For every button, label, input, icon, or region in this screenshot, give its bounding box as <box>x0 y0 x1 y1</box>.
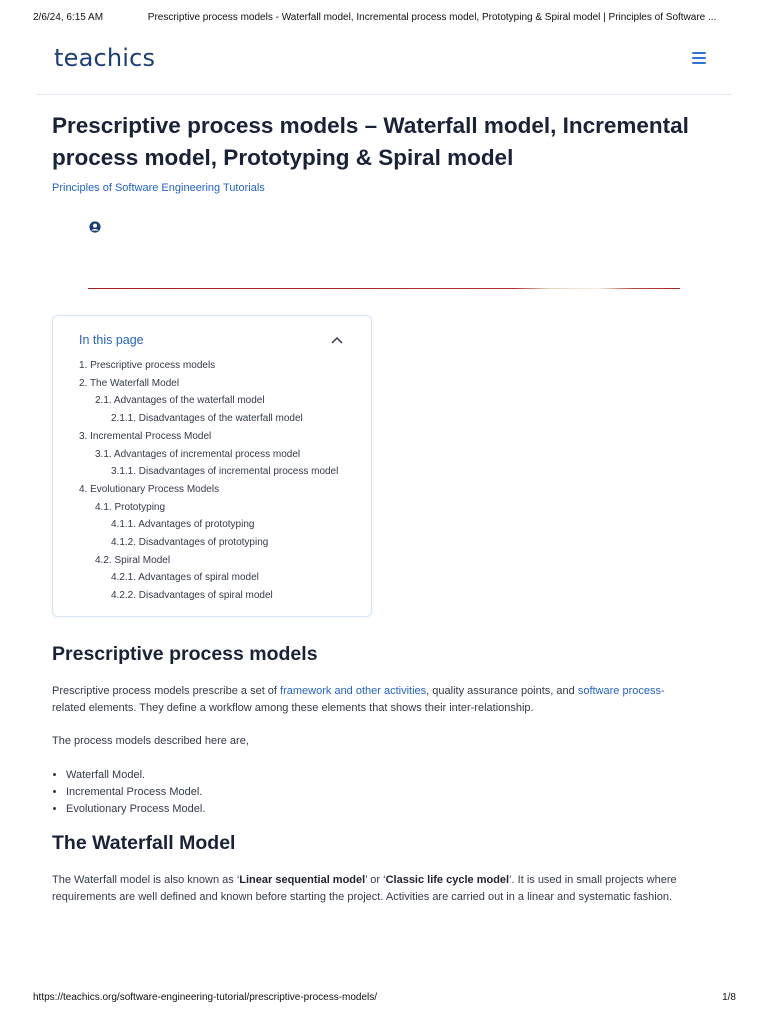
section-heading-waterfall: The Waterfall Model <box>52 832 236 854</box>
paragraph-text: -related elements. They define a workflow among these elements that shows their inter-relationship. <box>52 685 665 714</box>
author-avatar-icon[interactable] <box>89 221 101 233</box>
toc-item[interactable]: 3. Incremental Process Model <box>79 430 212 442</box>
process-models-list <box>52 767 205 819</box>
list-item: • Evolutionary Process Model. <box>66 801 205 818</box>
section-heading-prescriptive: Prescriptive process models <box>52 643 318 665</box>
toc-heading[interactable]: In this page <box>79 333 144 347</box>
toc-item[interactable]: 2. The Waterfall Model <box>79 377 180 389</box>
paragraph-text: The Waterfall model is also known as ‘ <box>52 874 240 886</box>
section-paragraph: The process models described here are, <box>52 735 249 747</box>
site-logo[interactable]: teachics <box>54 44 156 72</box>
toc-item[interactable]: 4.1.1. Advantages of prototyping <box>111 519 255 531</box>
toc-item[interactable]: 4. Evolutionary Process Models <box>79 483 220 495</box>
chevron-up-icon[interactable] <box>331 336 343 344</box>
paragraph-text: ’. It is used in small projects where requirements are well defined and known before starting the project. Activities are carried out in a linear and systematic fashion. <box>52 874 677 903</box>
bold-term: Linear sequential model <box>239 874 366 886</box>
print-page-number: 1/8 <box>722 992 736 1003</box>
framework-activities-link[interactable]: framework and other activities <box>280 685 427 697</box>
category-link[interactable]: Principles of Software Engineering Tutorials <box>52 182 265 194</box>
paragraph-text: Prescriptive process models prescribe a set of <box>52 685 281 697</box>
toc-item[interactable]: 4.1. Prototyping <box>95 501 166 513</box>
print-document-title: Prescriptive process models - Waterfall model, Incremental process model, Prototyping & Spiral model | Principles of Software ... <box>147 12 717 23</box>
paragraph-text: ’ or ‘ <box>365 874 386 886</box>
bold-term: Classic life cycle model <box>385 874 510 886</box>
list-item: • Waterfall Model. <box>66 767 205 784</box>
toc-item[interactable]: 2.1. Advantages of the waterfall model <box>95 395 265 407</box>
print-date: 2/6/24, 6:15 AM <box>33 12 104 23</box>
toc-item[interactable]: 2.1.1. Disadvantages of the waterfall model <box>111 413 303 425</box>
content-divider <box>88 288 680 289</box>
toc-list <box>79 357 338 605</box>
print-footer <box>33 992 736 1003</box>
hamburger-icon[interactable] <box>692 52 706 64</box>
toc-item[interactable]: 4.1.2. Disadvantages of prototyping <box>111 537 269 549</box>
page-title: Prescriptive process models – Waterfall model, Incremental process model, Prototyping & Spiral model <box>52 113 689 170</box>
toc-item[interactable]: 3.1. Advantages of incremental process model <box>95 448 301 460</box>
list-item: • Incremental Process Model. <box>66 784 205 801</box>
toc-item[interactable]: 1. Prescriptive process models <box>79 360 216 371</box>
section-paragraph <box>52 872 702 905</box>
software-process-link[interactable]: software process <box>577 685 661 697</box>
toc-item[interactable]: 4.2. Spiral Model <box>95 554 171 566</box>
section-paragraph <box>52 683 692 716</box>
toc-item[interactable]: 4.2.2. Disadvantages of spiral model <box>111 590 273 602</box>
print-url: https://teachics.org/software-engineering-tutorial/prescriptive-process-models/ <box>33 992 378 1003</box>
toc-item[interactable]: 4.2.1. Advantages of spiral model <box>111 572 259 584</box>
print-header <box>33 12 738 23</box>
site-header <box>36 40 732 95</box>
toc-item[interactable]: 3.1.1. Disadvantages of incremental process model <box>111 466 339 478</box>
paragraph-text: , quality assurance points, and <box>426 685 578 697</box>
table-of-contents <box>52 315 372 617</box>
